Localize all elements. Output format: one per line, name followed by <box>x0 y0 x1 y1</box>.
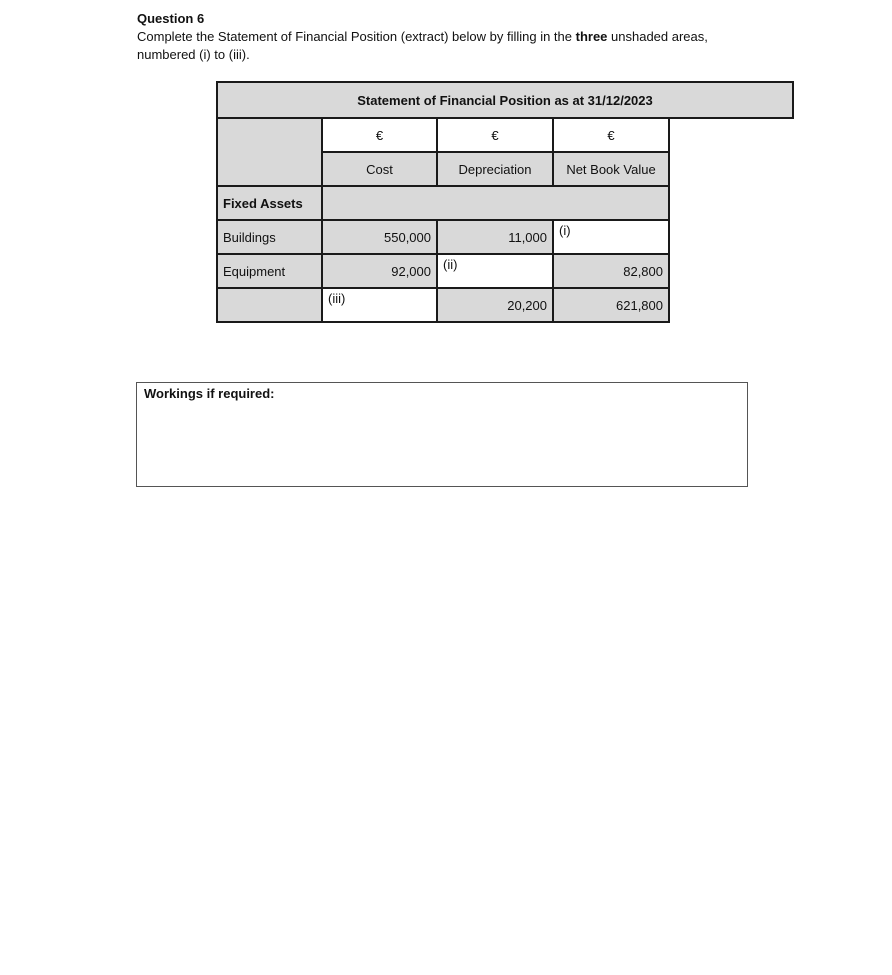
buildings-cost: 550,000 <box>322 220 437 254</box>
question-text-after: unshaded areas, numbered (i) to (iii). <box>137 29 708 62</box>
section-label: Fixed Assets <box>217 186 322 220</box>
answer-cell-i[interactable]: (i) <box>553 220 669 254</box>
workings-box[interactable] <box>136 382 748 487</box>
totals-row <box>217 288 793 322</box>
answer-cell-iii[interactable]: (iii) <box>322 288 437 322</box>
row-label-buildings: Buildings <box>217 220 322 254</box>
table-row <box>217 254 793 288</box>
question-block <box>137 10 757 64</box>
currency-nbv: € <box>553 118 669 152</box>
answer-cell-ii[interactable]: (ii) <box>437 254 553 288</box>
header-blank-cell <box>217 118 322 186</box>
table-title-row <box>217 82 793 118</box>
question-title: Question 6 <box>137 11 205 26</box>
total-nbv: 621,800 <box>553 288 669 322</box>
header-cost: Cost <box>322 152 437 186</box>
row-label-equipment: Equipment <box>217 254 322 288</box>
equipment-cost: 92,000 <box>322 254 437 288</box>
financial-position-table <box>216 81 794 323</box>
total-depreciation: 20,200 <box>437 288 553 322</box>
buildings-depreciation: 11,000 <box>437 220 553 254</box>
currency-cost: € <box>322 118 437 152</box>
section-blank-cell <box>322 186 669 220</box>
question-text-bold: three <box>575 29 608 44</box>
equipment-nbv: 82,800 <box>553 254 669 288</box>
table-row <box>217 220 793 254</box>
statement-title: Statement of Financial Position as at 31/12/2023 <box>217 82 793 118</box>
question-text <box>137 29 708 62</box>
workings-label: Workings if required: <box>144 386 275 401</box>
totals-label-cell <box>217 288 322 322</box>
header-depreciation: Depreciation <box>437 152 553 186</box>
question-text-before: Complete the Statement of Financial Position (extract) below by filling in the <box>137 29 576 44</box>
section-row <box>217 186 793 220</box>
currency-depreciation: € <box>437 118 553 152</box>
header-nbv: Net Book Value <box>553 152 669 186</box>
currency-row <box>217 118 793 152</box>
